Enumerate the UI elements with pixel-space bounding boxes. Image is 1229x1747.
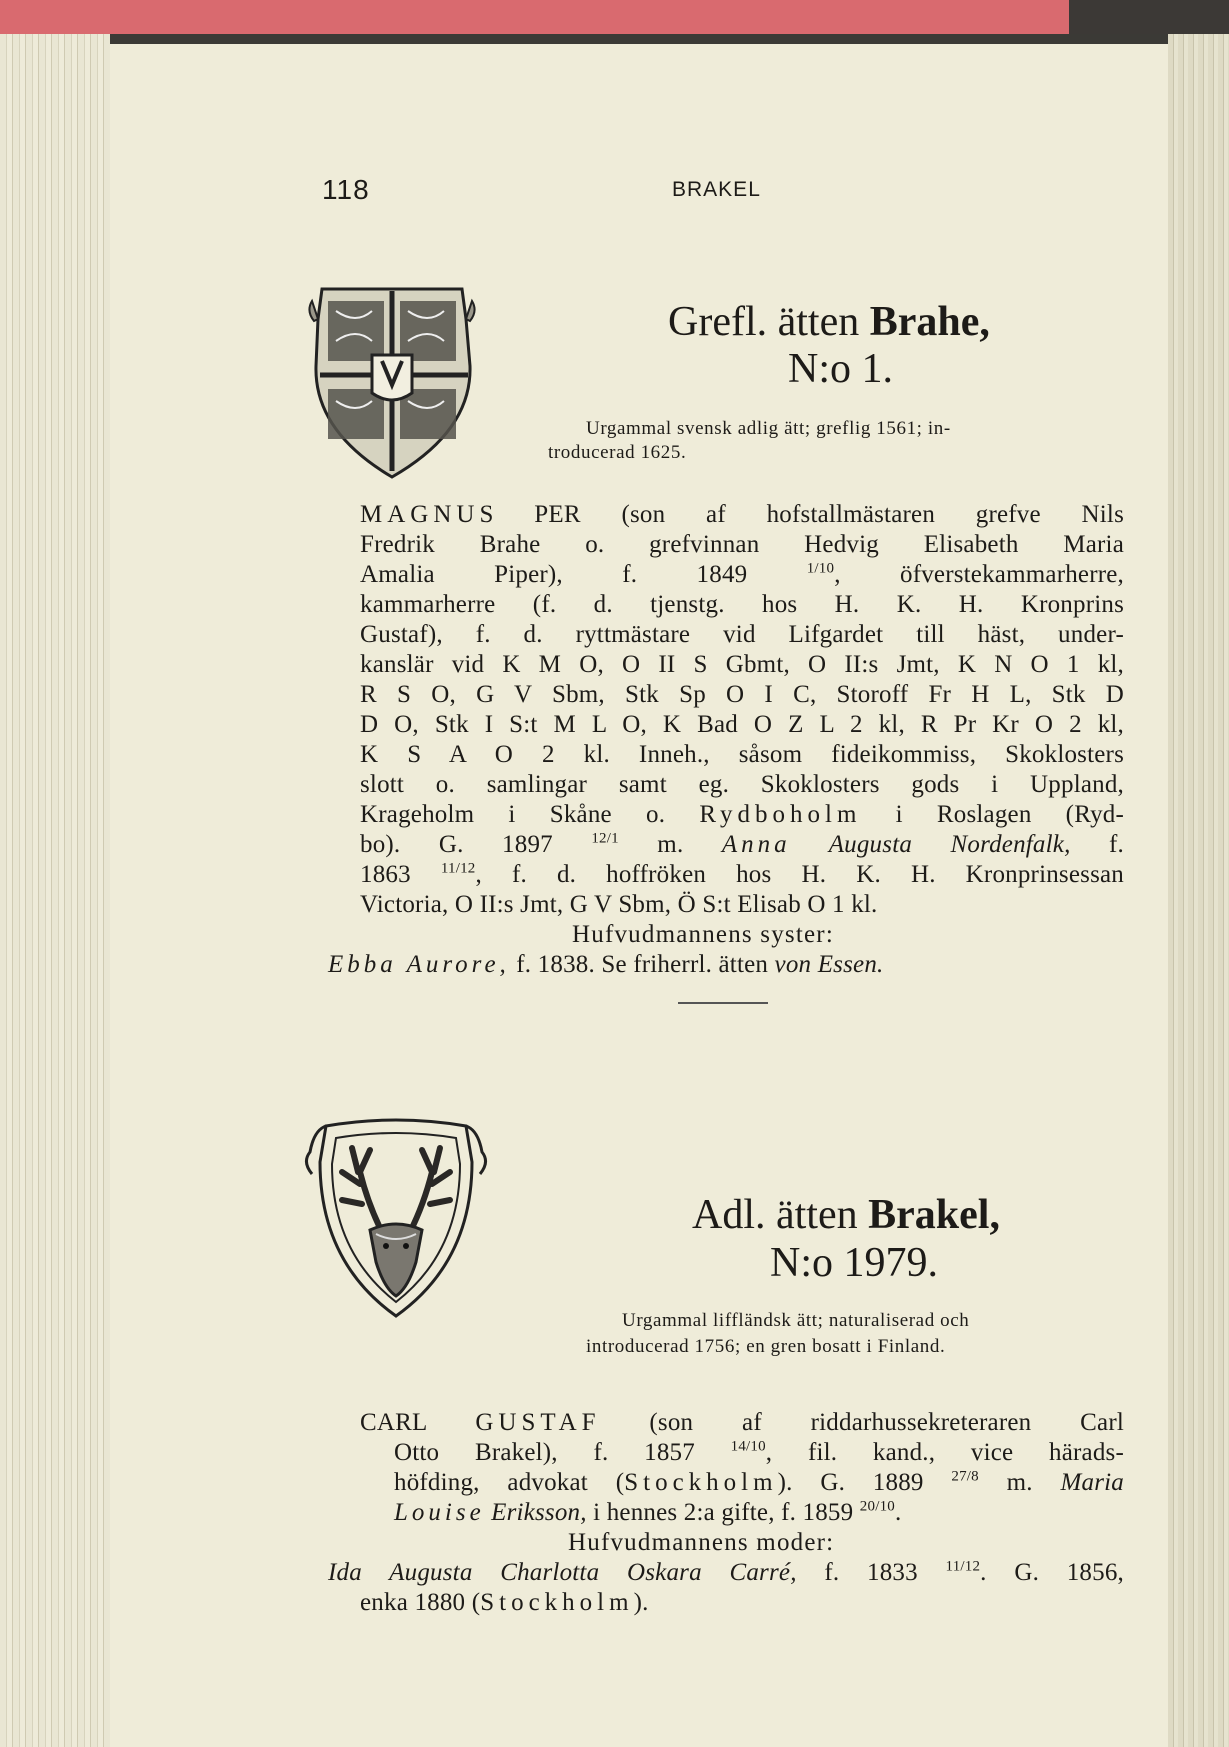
page-stack-right (1168, 34, 1229, 1747)
brahe-line-14: Victoria, O II:s Jmt, G V Sbm, Ö S:t Elisab O 1 kl. (360, 891, 878, 918)
brahe-line-8: D O, Stk I S:t M L O, K Bad O Z L 2 kl, R Pr Kr O 2 kl, (360, 711, 1124, 738)
brakel-line-3: höfding, advokat (Stockholm). G. 1889 $^{27/8}$ m. Maria (394, 1468, 1124, 1496)
brahe-line-7: R S O, G V Sbm, Stk Sp O I C, Storoff Fr H L, Stk D (360, 681, 1124, 708)
brakel-mother-heading: Hufvudmannens moder: (568, 1529, 835, 1556)
brakel-name: GUSTAF (475, 1409, 601, 1436)
brahe-line-10: slott o. samlingar samt eg. Skoklosters gods i Uppland, (360, 771, 1124, 798)
brahe-coat-of-arms-icon (302, 281, 482, 485)
page-number: 118 (322, 174, 370, 205)
brakel-line-2: Otto Brakel), f. 1857 $^{14/10}$, fil. kand., vice härads- (394, 1438, 1124, 1466)
page-stack-left (0, 34, 110, 1747)
brahe-line-9: K S A O 2 kl. Inneh., såsom fideikommiss, Skoklosters (360, 741, 1124, 768)
brakel-mother-line-2: enka 1880 (Stockholm). (360, 1589, 649, 1616)
brahe-title-name: Brahe, (869, 299, 990, 345)
book-cover-edge (0, 0, 1229, 34)
brahe-line-12: bo). G. 1897 $^{12/1}$ m. Anna Augusta Nordenfalk, f. (360, 830, 1124, 858)
brahe-line-4: kammarherre (f. d. tjenstg. hos H. K. H. Kronprins (360, 591, 1124, 618)
brahe-sister-heading: Hufvudmannens syster: (572, 921, 834, 948)
brahe-name: MAGNU (360, 501, 480, 528)
brakel-coat-of-arms-icon (296, 1112, 496, 1324)
brahe-line-6: kanslär vid K M O, O II S Gbmt, O II:s Jmt, K N O 1 kl, (360, 651, 1124, 678)
running-head: BRAKEL (672, 178, 761, 201)
brahe-intro-1: Urgammal svensk adlig ätt; greflig 1561; in- (586, 418, 951, 439)
brakel-title-prefix: Adl. ätten (692, 1192, 869, 1238)
brahe-line-2: Fredrik Brahe o. grefvinnan Hedvig Elisabeth Maria (360, 531, 1124, 558)
brakel-title-name: Brakel, (868, 1192, 1000, 1238)
brahe-intro-2: troducerad 1625. (548, 442, 687, 463)
brahe-line-13: 1863 $^{11/12}$, f. d. hoffröken hos H. K. H. Kronprinsessan (360, 860, 1125, 888)
brakel-mother-line-1: Ida Augusta Charlotta Oskara Carré, f. 1833 $^{11/12}$. G. 1856, (328, 1558, 1124, 1586)
brahe-sister-line: Ebba Aurore, f. 1838. Se friherrl. ätten von Essen. (328, 951, 884, 978)
brakel-title (692, 1192, 1000, 1238)
brahe-line-1: MAGNUS PER (son af hofstallmästaren grefve Nils (360, 501, 1124, 528)
brahe-line-5: Gustaf), f. d. ryttmästare vid Lifgardet till häst, under- (360, 621, 1124, 648)
brahe-line-3: Amalia Piper), f. 1849 $^{1/10}$, öfverstekammarherre, (360, 560, 1125, 588)
brahe-number: N:o 1. (788, 346, 893, 392)
section-divider (678, 1002, 768, 1004)
brakel-intro-2: introducerad 1756; en gren bosatt i Finland. (586, 1336, 946, 1357)
brahe-title (668, 299, 990, 345)
brahe-line-11: Krageholm i Skåne o. Rydboholm i Roslagen (Ryd- (360, 801, 1125, 828)
brakel-line-1: CARL GUSTAF (son af riddarhussekreteraren Carl (360, 1409, 1125, 1436)
brakel-number: N:o 1979. (770, 1240, 938, 1286)
book-page (110, 44, 1168, 1747)
brakel-line-4: Louise Eriksson, i hennes 2:a gifte, f. 1859 $^{20/10}$. (394, 1498, 902, 1526)
brahe-title-prefix: Grefl. ätten (668, 299, 870, 345)
brakel-intro-1: Urgammal liffländsk ätt; naturaliserad och (622, 1310, 970, 1331)
